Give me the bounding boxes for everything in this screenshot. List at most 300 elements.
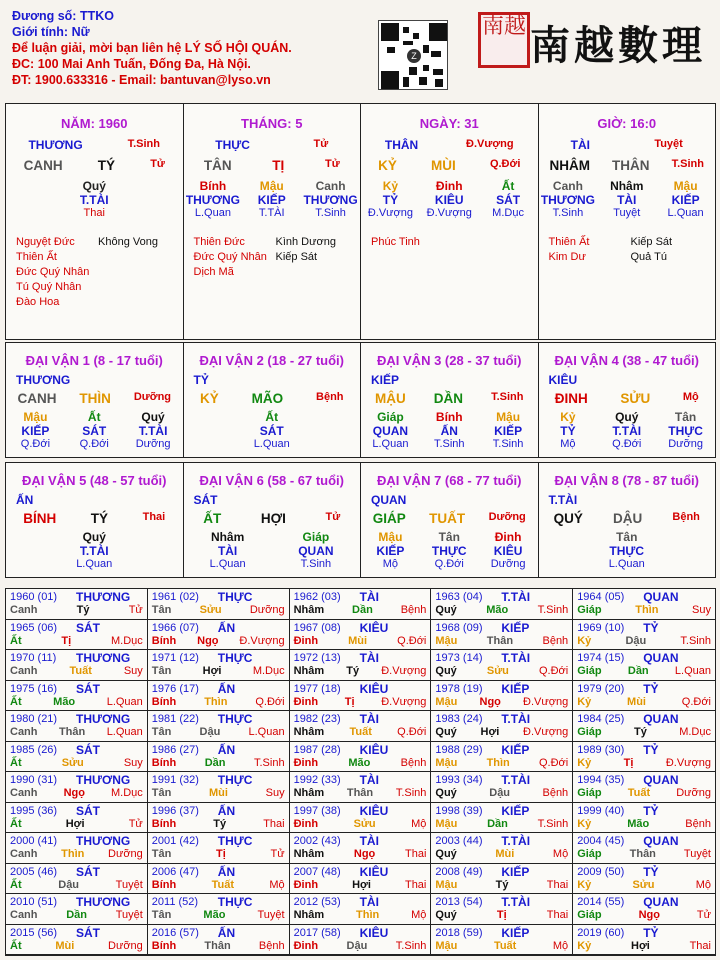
year-stem: Canh — [10, 604, 38, 616]
year-stem: Mậu — [435, 756, 458, 769]
qr-module — [403, 27, 409, 33]
year-phase: Dưỡng — [249, 604, 285, 616]
year-god: THƯƠNG — [76, 590, 131, 604]
year-label: 1994 (35) — [577, 774, 625, 786]
year-label: 2018 (59) — [435, 926, 483, 939]
year-label: 1966 (07) — [151, 621, 199, 634]
luck-pillar-8 — [539, 463, 716, 577]
year-god: TỶ — [643, 925, 659, 940]
pillar-phase: Tử — [324, 158, 340, 170]
year-cell — [290, 864, 432, 895]
year-stem: Kỷ — [577, 817, 592, 830]
year-cell — [431, 681, 573, 712]
year-label: 2006 (47) — [151, 865, 199, 878]
year-stem: Đinh — [293, 756, 319, 769]
year-cell — [573, 803, 715, 834]
hidden-phase: Đ.Vượng — [426, 207, 472, 219]
year-stem: Ất — [10, 817, 22, 830]
pillar-god: THƯƠNG — [28, 138, 83, 152]
year-branch: Thân — [346, 787, 374, 799]
year-god: T.TÀI — [501, 773, 531, 787]
qr-module — [433, 69, 443, 75]
year-stem: Ất — [10, 756, 22, 769]
year-branch: Mùi — [55, 939, 75, 952]
year-phase: Mộ — [269, 878, 285, 891]
year-cell — [6, 925, 148, 956]
year-label: 1989 (30) — [577, 743, 625, 756]
hidden-god: KIẾP — [376, 544, 405, 558]
luck-pillar-head: ĐẠI VẬN 3 (28 - 37 tuổi) — [377, 353, 522, 368]
year-phase: Q.Đới — [397, 726, 427, 738]
year-phase: T.Sinh — [254, 756, 285, 769]
year-branch: Thân — [629, 848, 656, 860]
hidden-phase: Q.Đới — [612, 438, 642, 450]
hidden-stem: Bính — [435, 410, 463, 424]
year-phase: Tuyệt — [257, 909, 285, 921]
year-stem: Canh — [10, 726, 38, 738]
year-god: QUAN — [643, 712, 679, 726]
year-branch: Mão — [348, 756, 371, 769]
header-info — [12, 8, 352, 88]
year-cell — [6, 589, 148, 620]
year-stem: Bính — [151, 695, 177, 708]
year-stem: Tân — [151, 665, 172, 677]
year-label: 2009 (50) — [577, 865, 625, 878]
year-phase: Thai — [404, 878, 427, 891]
year-branch: Tị — [216, 848, 226, 860]
year-stem: Mậu — [435, 939, 458, 952]
year-branch: Dậu — [199, 726, 221, 738]
year-phase: Thai — [546, 909, 569, 921]
good-star: Đức Quý Nhân — [193, 251, 267, 263]
year-cell — [148, 833, 290, 864]
year-phase: Đ.Vượng — [381, 695, 427, 708]
year-stem: Quý — [435, 787, 457, 799]
year-phase: Q.Đới — [255, 695, 285, 708]
year-cell — [290, 925, 432, 956]
year-god: KIÊU — [359, 620, 389, 635]
year-god: TỶ — [643, 681, 659, 696]
hidden-god: THƯƠNG — [540, 193, 595, 207]
year-phase: Tuyệt — [683, 848, 711, 860]
subject-value: TTKO — [79, 9, 114, 23]
bad-star: Không Vong — [98, 236, 158, 248]
hidden-phase: L.Quan — [372, 438, 409, 450]
year-stem: Bính — [151, 817, 177, 830]
year-phase: Mộ — [695, 878, 711, 891]
luck-branch: DẬU — [613, 511, 643, 526]
year-cell — [6, 711, 148, 742]
year-label: 1993 (34) — [435, 774, 483, 786]
year-god: SÁT — [76, 742, 100, 757]
year-god: KIẾP — [501, 803, 530, 818]
year-cell — [290, 620, 432, 651]
pillar-0 — [6, 104, 184, 339]
year-label: 1963 (04) — [435, 591, 483, 603]
year-god: SÁT — [76, 620, 100, 635]
year-stem: Kỷ — [577, 695, 592, 708]
year-cell — [148, 742, 290, 773]
good-star: Dịch Mã — [193, 266, 234, 278]
year-phase: Đ.Vượng — [239, 634, 285, 647]
year-phase: L.Quan — [106, 726, 143, 738]
year-cell — [290, 894, 432, 925]
year-label: 1971 (12) — [151, 652, 199, 664]
year-label: 2005 (46) — [10, 865, 58, 878]
year-cell — [431, 772, 573, 803]
four-pillars-table — [5, 103, 716, 340]
year-phase: Mộ — [411, 817, 427, 830]
year-label: 2013 (54) — [435, 896, 483, 908]
year-phase: T.Sinh — [537, 817, 569, 830]
annual-pillars-grid — [5, 588, 716, 956]
year-god: KIÊU — [359, 864, 389, 879]
year-phase: Bệnh — [542, 634, 569, 647]
year-label: 2015 (56) — [10, 926, 58, 939]
year-phase: Mộ — [411, 909, 427, 921]
year-label: 2004 (45) — [577, 835, 625, 847]
year-branch: Sửu — [353, 817, 376, 830]
hidden-phase: Dưỡng — [490, 558, 526, 570]
year-god: SÁT — [76, 864, 100, 879]
hidden-phase: L.Quan — [253, 438, 290, 450]
year-stem: Đinh — [293, 695, 319, 708]
year-phase: Bệnh — [685, 817, 711, 830]
hidden-phase: L.Quan — [608, 558, 645, 570]
year-label: 2010 (51) — [10, 896, 58, 908]
year-god: KIẾP — [501, 864, 530, 879]
year-phase: Dưỡng — [108, 939, 143, 952]
hidden-phase: Q.Đới — [434, 558, 464, 570]
year-god: QUAN — [643, 773, 679, 787]
year-stem: Giáp — [577, 787, 602, 799]
luck-pillar-7 — [361, 463, 539, 577]
year-cell — [573, 894, 715, 925]
year-cell — [290, 742, 432, 773]
year-branch: Sửu — [486, 665, 509, 677]
year-label: 1973 (14) — [435, 652, 483, 664]
luck-branch: HỢI — [260, 511, 286, 526]
year-god: SÁT — [76, 803, 100, 818]
year-god: T.TÀI — [501, 651, 531, 665]
hidden-god: T.TÀI — [79, 544, 109, 558]
year-stem: Đinh — [293, 878, 319, 891]
hidden-stem: Ất — [87, 410, 101, 424]
year-phase: Bệnh — [258, 939, 285, 952]
year-phase: Mộ — [552, 848, 569, 860]
year-god: TỶ — [643, 864, 659, 879]
year-god: THƯƠNG — [76, 651, 131, 665]
year-cell — [431, 803, 573, 834]
year-phase: T.Sinh — [680, 634, 711, 647]
good-star: Phúc Tinh — [371, 236, 420, 248]
year-label: 1968 (09) — [435, 621, 483, 634]
pillar-head: THÁNG: 5 — [241, 116, 303, 131]
year-god: TỶ — [643, 742, 659, 757]
luck-pillar-head: ĐẠI VẬN 2 (18 - 27 tuổi) — [199, 353, 344, 368]
year-label: 1979 (20) — [577, 682, 625, 695]
year-cell — [573, 681, 715, 712]
qr-module — [419, 77, 427, 85]
year-god: ẤN — [217, 620, 236, 635]
year-branch: Dần — [66, 909, 87, 921]
year-god: KIẾP — [501, 620, 530, 635]
luck-god: SÁT — [193, 493, 218, 507]
year-god: THƯƠNG — [76, 895, 131, 909]
year-phase: Tử — [128, 604, 143, 616]
luck-pillar-6 — [184, 463, 362, 577]
year-god: SÁT — [76, 681, 100, 696]
year-label: 2002 (43) — [293, 835, 341, 847]
hidden-god: ẤN — [440, 424, 458, 438]
good-star: Đào Hoa — [16, 296, 60, 308]
hidden-phase: Tuyệt — [613, 207, 641, 219]
year-cell — [290, 681, 432, 712]
year-stem: Giáp — [577, 909, 602, 921]
year-cell — [148, 650, 290, 681]
year-stem: Ất — [10, 939, 22, 952]
year-label: 1995 (36) — [10, 804, 58, 817]
year-phase: Bệnh — [400, 756, 427, 769]
luck-branch: TÝ — [90, 511, 109, 526]
year-stem: Mậu — [435, 634, 458, 647]
hidden-stem: Quý — [82, 179, 106, 193]
year-label: 1992 (33) — [293, 774, 341, 786]
year-label: 1980 (21) — [10, 713, 58, 725]
hidden-stem: Tân — [438, 530, 460, 544]
luck-phase: Dưỡng — [488, 511, 526, 523]
year-branch: Dần — [204, 756, 226, 769]
qr-code-icon: Z — [378, 20, 448, 90]
hidden-god: THƯƠNG — [303, 193, 358, 207]
year-stem: Canh — [10, 909, 38, 921]
pillar-phase: Q.Đới — [489, 158, 521, 170]
year-label: 1976 (17) — [151, 682, 199, 695]
pillar-stem: NHÂM — [549, 158, 591, 173]
year-label: 1978 (19) — [435, 682, 483, 695]
pillar-branch: TỊ — [272, 158, 285, 173]
luck-pillar-head: ĐẠI VẬN 7 (68 - 77 tuổi) — [377, 473, 522, 488]
year-branch: Hợi — [352, 878, 371, 891]
qr-module — [403, 77, 409, 87]
year-cell — [148, 711, 290, 742]
year-phase: L.Quan — [674, 665, 711, 677]
year-stem: Bính — [151, 939, 177, 952]
year-god: KIẾP — [501, 925, 530, 940]
year-cell — [148, 803, 290, 834]
year-phase: Mộ — [552, 939, 569, 952]
year-label: 2011 (52) — [151, 896, 199, 908]
year-branch: Mão — [53, 695, 76, 708]
year-cell — [431, 711, 573, 742]
year-phase: Tử — [270, 848, 285, 860]
hidden-god: T.TÀI — [138, 424, 168, 438]
luck-phase: Bệnh — [672, 511, 700, 523]
hidden-phase: T.Sinh — [552, 207, 584, 219]
hidden-phase: Mộ — [382, 558, 399, 570]
year-cell — [148, 894, 290, 925]
year-label: 1987 (28) — [293, 743, 341, 756]
year-stem: Nhâm — [293, 787, 325, 799]
hidden-god: SÁT — [496, 193, 521, 207]
year-branch: Mão — [203, 909, 226, 921]
hidden-god: QUAN — [298, 544, 334, 558]
year-branch: Thìn — [486, 756, 510, 769]
qr-module — [423, 65, 429, 71]
year-branch: Thìn — [635, 604, 659, 616]
hidden-phase: Dưỡng — [135, 438, 171, 450]
year-god: ẤN — [217, 864, 236, 879]
hidden-phase: T.Sinh — [315, 207, 346, 219]
hidden-god: T.TÀI — [612, 424, 642, 438]
year-phase: Dưỡng — [676, 787, 711, 799]
year-stem: Nhâm — [293, 665, 325, 677]
year-god: QUAN — [643, 590, 679, 604]
qr-module — [381, 23, 399, 41]
year-branch: Tị — [61, 634, 72, 647]
year-god: T.TÀI — [501, 712, 531, 726]
year-cell — [290, 589, 432, 620]
address-line: ĐC: 100 Mai Anh Tuấn, Đống Đa, Hà Nội. — [12, 57, 251, 71]
year-stem: Đinh — [293, 939, 319, 952]
year-branch: Hợi — [631, 939, 650, 952]
year-stem: Ất — [10, 634, 22, 647]
year-cell — [573, 833, 715, 864]
hidden-phase: Mộ — [560, 438, 576, 450]
year-label: 1996 (37) — [151, 804, 199, 817]
good-star: Kim Dư — [548, 251, 586, 263]
luck-pillars-row-2 — [5, 462, 716, 578]
year-label: 1962 (03) — [293, 591, 341, 603]
hidden-stem: Giáp — [377, 410, 404, 424]
year-branch: Tị — [344, 695, 355, 708]
year-god: ẤN — [217, 742, 236, 757]
hidden-stem: Đinh — [435, 179, 463, 193]
good-star: Thiên Đức — [193, 236, 245, 248]
good-star: Nguyệt Đức — [16, 236, 75, 248]
hidden-phase: L.Quan — [194, 207, 231, 219]
year-god: TÀI — [359, 834, 379, 848]
good-star: Đức Quý Nhân — [16, 266, 90, 278]
luck-pillar-head: ĐẠI VẬN 8 (78 - 87 tuổi) — [554, 473, 699, 488]
year-cell — [290, 833, 432, 864]
year-label: 1990 (31) — [10, 774, 58, 786]
year-branch: Tị — [623, 756, 634, 769]
year-phase: Thai — [263, 817, 285, 830]
year-god: ẤN — [217, 925, 236, 940]
year-phase: M.Dục — [679, 726, 711, 738]
year-cell — [290, 650, 432, 681]
year-stem: Bính — [151, 756, 177, 769]
year-branch: Ngọ — [63, 787, 85, 799]
year-cell — [148, 925, 290, 956]
year-stem: Nhâm — [293, 909, 325, 921]
year-phase: Thai — [546, 878, 569, 891]
year-cell — [148, 681, 290, 712]
year-stem: Canh — [10, 665, 38, 677]
luck-god: ẤN — [16, 493, 34, 507]
year-cell — [6, 620, 148, 651]
year-label: 2017 (58) — [293, 926, 341, 939]
year-label: 2001 (42) — [151, 835, 199, 847]
brand-logo: 南越數理 — [530, 22, 706, 69]
luck-stem: QUÝ — [553, 511, 583, 526]
year-cell — [6, 742, 148, 773]
year-god: TỶ — [643, 803, 659, 818]
year-god: THỰC — [217, 651, 253, 665]
year-god: THỰC — [217, 773, 253, 787]
year-cell — [573, 711, 715, 742]
luck-god: THƯƠNG — [16, 373, 71, 387]
luck-stem: ĐINH — [554, 391, 588, 406]
hidden-phase: T.Sinh — [433, 438, 465, 450]
year-stem: Canh — [10, 848, 38, 860]
year-stem: Giáp — [577, 726, 602, 738]
year-branch: Mùi — [209, 787, 228, 799]
year-god: TÀI — [359, 712, 379, 726]
hidden-god: THỰC — [609, 544, 645, 558]
phone-email-line: ĐT: 1900.633316 - Email: bantuvan@lyso.vn — [12, 73, 271, 87]
pillar-branch: TÝ — [97, 158, 116, 173]
year-phase: M.Dục — [111, 634, 143, 647]
year-god: QUAN — [643, 834, 679, 848]
subject-label: Đương số: — [12, 9, 77, 23]
pillar-head: GIỜ: 16:0 — [597, 116, 657, 131]
bad-star: Quả Tú — [630, 251, 667, 263]
year-label: 2019 (60) — [577, 926, 625, 939]
year-stem: Mậu — [435, 878, 458, 891]
year-branch: Dần — [627, 665, 649, 677]
year-god: THỰC — [217, 712, 253, 726]
year-cell — [573, 650, 715, 681]
luck-pillar-3 — [361, 343, 539, 457]
year-branch: Dần — [487, 817, 508, 830]
year-branch: Ngọ — [197, 634, 219, 647]
luck-god: QUAN — [371, 493, 407, 507]
pillar-3 — [539, 104, 716, 339]
qr-module — [381, 71, 399, 89]
year-god: TÀI — [359, 590, 379, 604]
hidden-phase: T.Sinh — [492, 438, 524, 450]
year-stem: Quý — [435, 909, 457, 921]
year-branch: Tý — [76, 604, 90, 616]
year-god: THỰC — [217, 895, 253, 909]
year-stem: Bính — [151, 878, 177, 891]
year-branch: Dậu — [625, 634, 647, 647]
pillar-god: THỰC — [215, 138, 250, 152]
year-cell — [6, 681, 148, 712]
year-branch: Tý — [213, 817, 227, 830]
year-cell — [431, 650, 573, 681]
hidden-god: THỰC — [431, 544, 467, 558]
year-branch: Thìn — [204, 695, 228, 708]
year-label: 2014 (55) — [577, 896, 625, 908]
pillar-1 — [184, 104, 362, 339]
pillar-god: THÂN — [384, 138, 419, 152]
year-branch: Thìn — [356, 909, 380, 921]
year-cell — [431, 894, 573, 925]
qr-module — [431, 51, 441, 57]
year-label: 2000 (41) — [10, 835, 58, 847]
hidden-god: T.TÀI — [79, 193, 109, 207]
luck-god: T.TÀI — [548, 493, 578, 507]
year-stem: Tân — [151, 909, 172, 921]
year-label: 1961 (02) — [151, 591, 199, 603]
year-god: THƯƠNG — [76, 834, 131, 848]
hidden-phase: Thai — [83, 207, 105, 219]
hidden-god: KIẾP — [671, 193, 700, 207]
year-cell — [573, 620, 715, 651]
